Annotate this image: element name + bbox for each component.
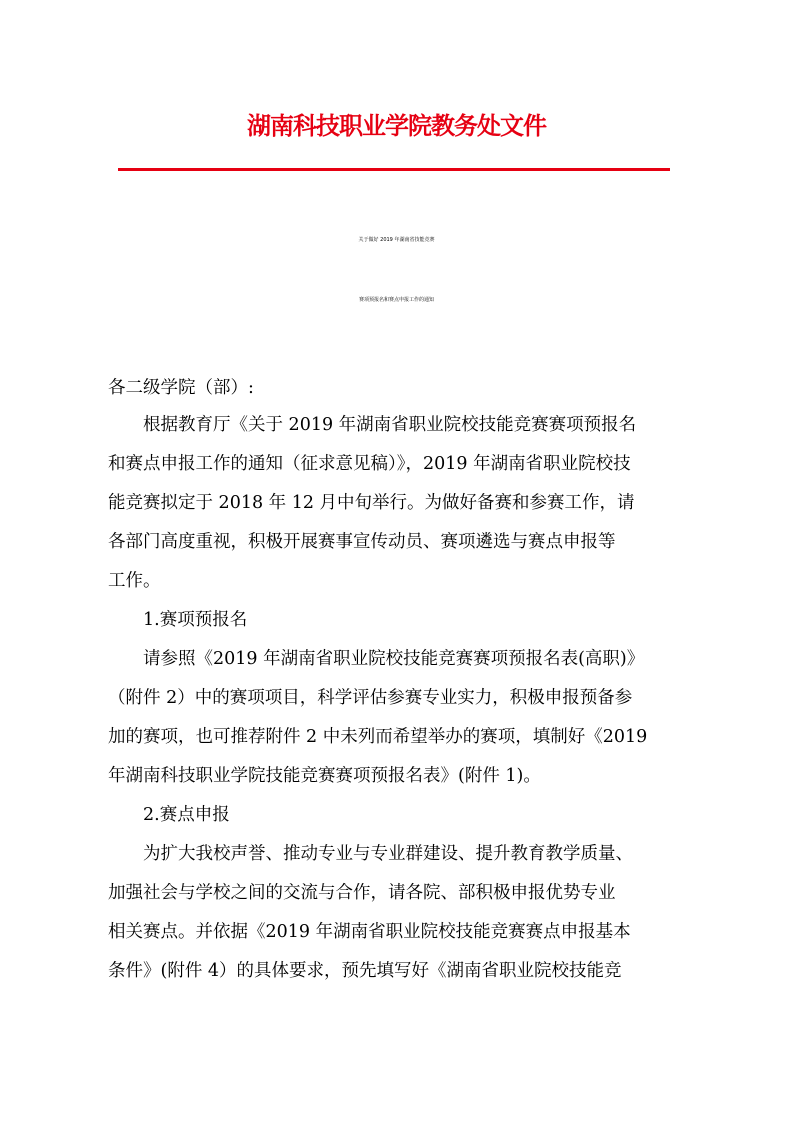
body-line: 加强社会与学校之间的交流与合作，请各院、部积极申报优势专业 (108, 883, 616, 903)
body-line: 各部门高度重视，积极开展赛事宣传动员、赛项遴选与赛点申报等 (108, 532, 616, 552)
salutation: 各二级学院（部）: (108, 378, 254, 398)
body-line: 相关赛点。并依据《2019 年湖南省职业院校技能竞赛赛点申报基本 (108, 922, 631, 942)
body-line: 条件》(附件 4）的具体要求，预先填写好《湖南省职业院校技能竞 (108, 961, 622, 981)
body-line: 请参照《2019 年湖南省职业院校技能竞赛赛项预报名表(高职)》 (108, 649, 645, 669)
body-line: 加的赛项，也可推荐附件 2 中未列而希望举办的赛项，填制好《2019 (108, 727, 648, 747)
notice-title-line-2: 赛项预报名和赛点申报工作的通知 (358, 297, 434, 303)
section-heading-venue-application: 2.赛点申报 (108, 805, 230, 825)
body-line: 年湖南科技职业学院技能竞赛赛项预报名表》(附件 1)。 (108, 766, 541, 786)
body-line: 根据教育厅《关于 2019 年湖南省职业院校技能竞赛赛项预报名 (108, 415, 637, 435)
body-line: 能竞赛拟定于 2018 年 12 月中旬举行。为做好备赛和参赛工作，请 (108, 493, 635, 513)
issuing-office-title: 湖南科技职业学院教务处文件 (247, 112, 546, 140)
section-heading-pre-registration: 1.赛项预报名 (108, 610, 248, 630)
body-line: （附件 2）中的赛项项目，科学评估参赛专业实力，积极申报预备参 (108, 688, 633, 708)
body-line: 为扩大我校声誉、推动专业与专业群建设、提升教育教学质量、 (108, 844, 633, 864)
body-line: 和赛点申报工作的通知（征求意见稿）》，2019 年湖南省职业院校技 (108, 454, 631, 474)
body-line: 工作。 (108, 571, 161, 591)
red-header-rule (118, 168, 670, 171)
notice-title-line-1: 关于做好 2019 年湖南省技能竞赛 (358, 237, 435, 243)
